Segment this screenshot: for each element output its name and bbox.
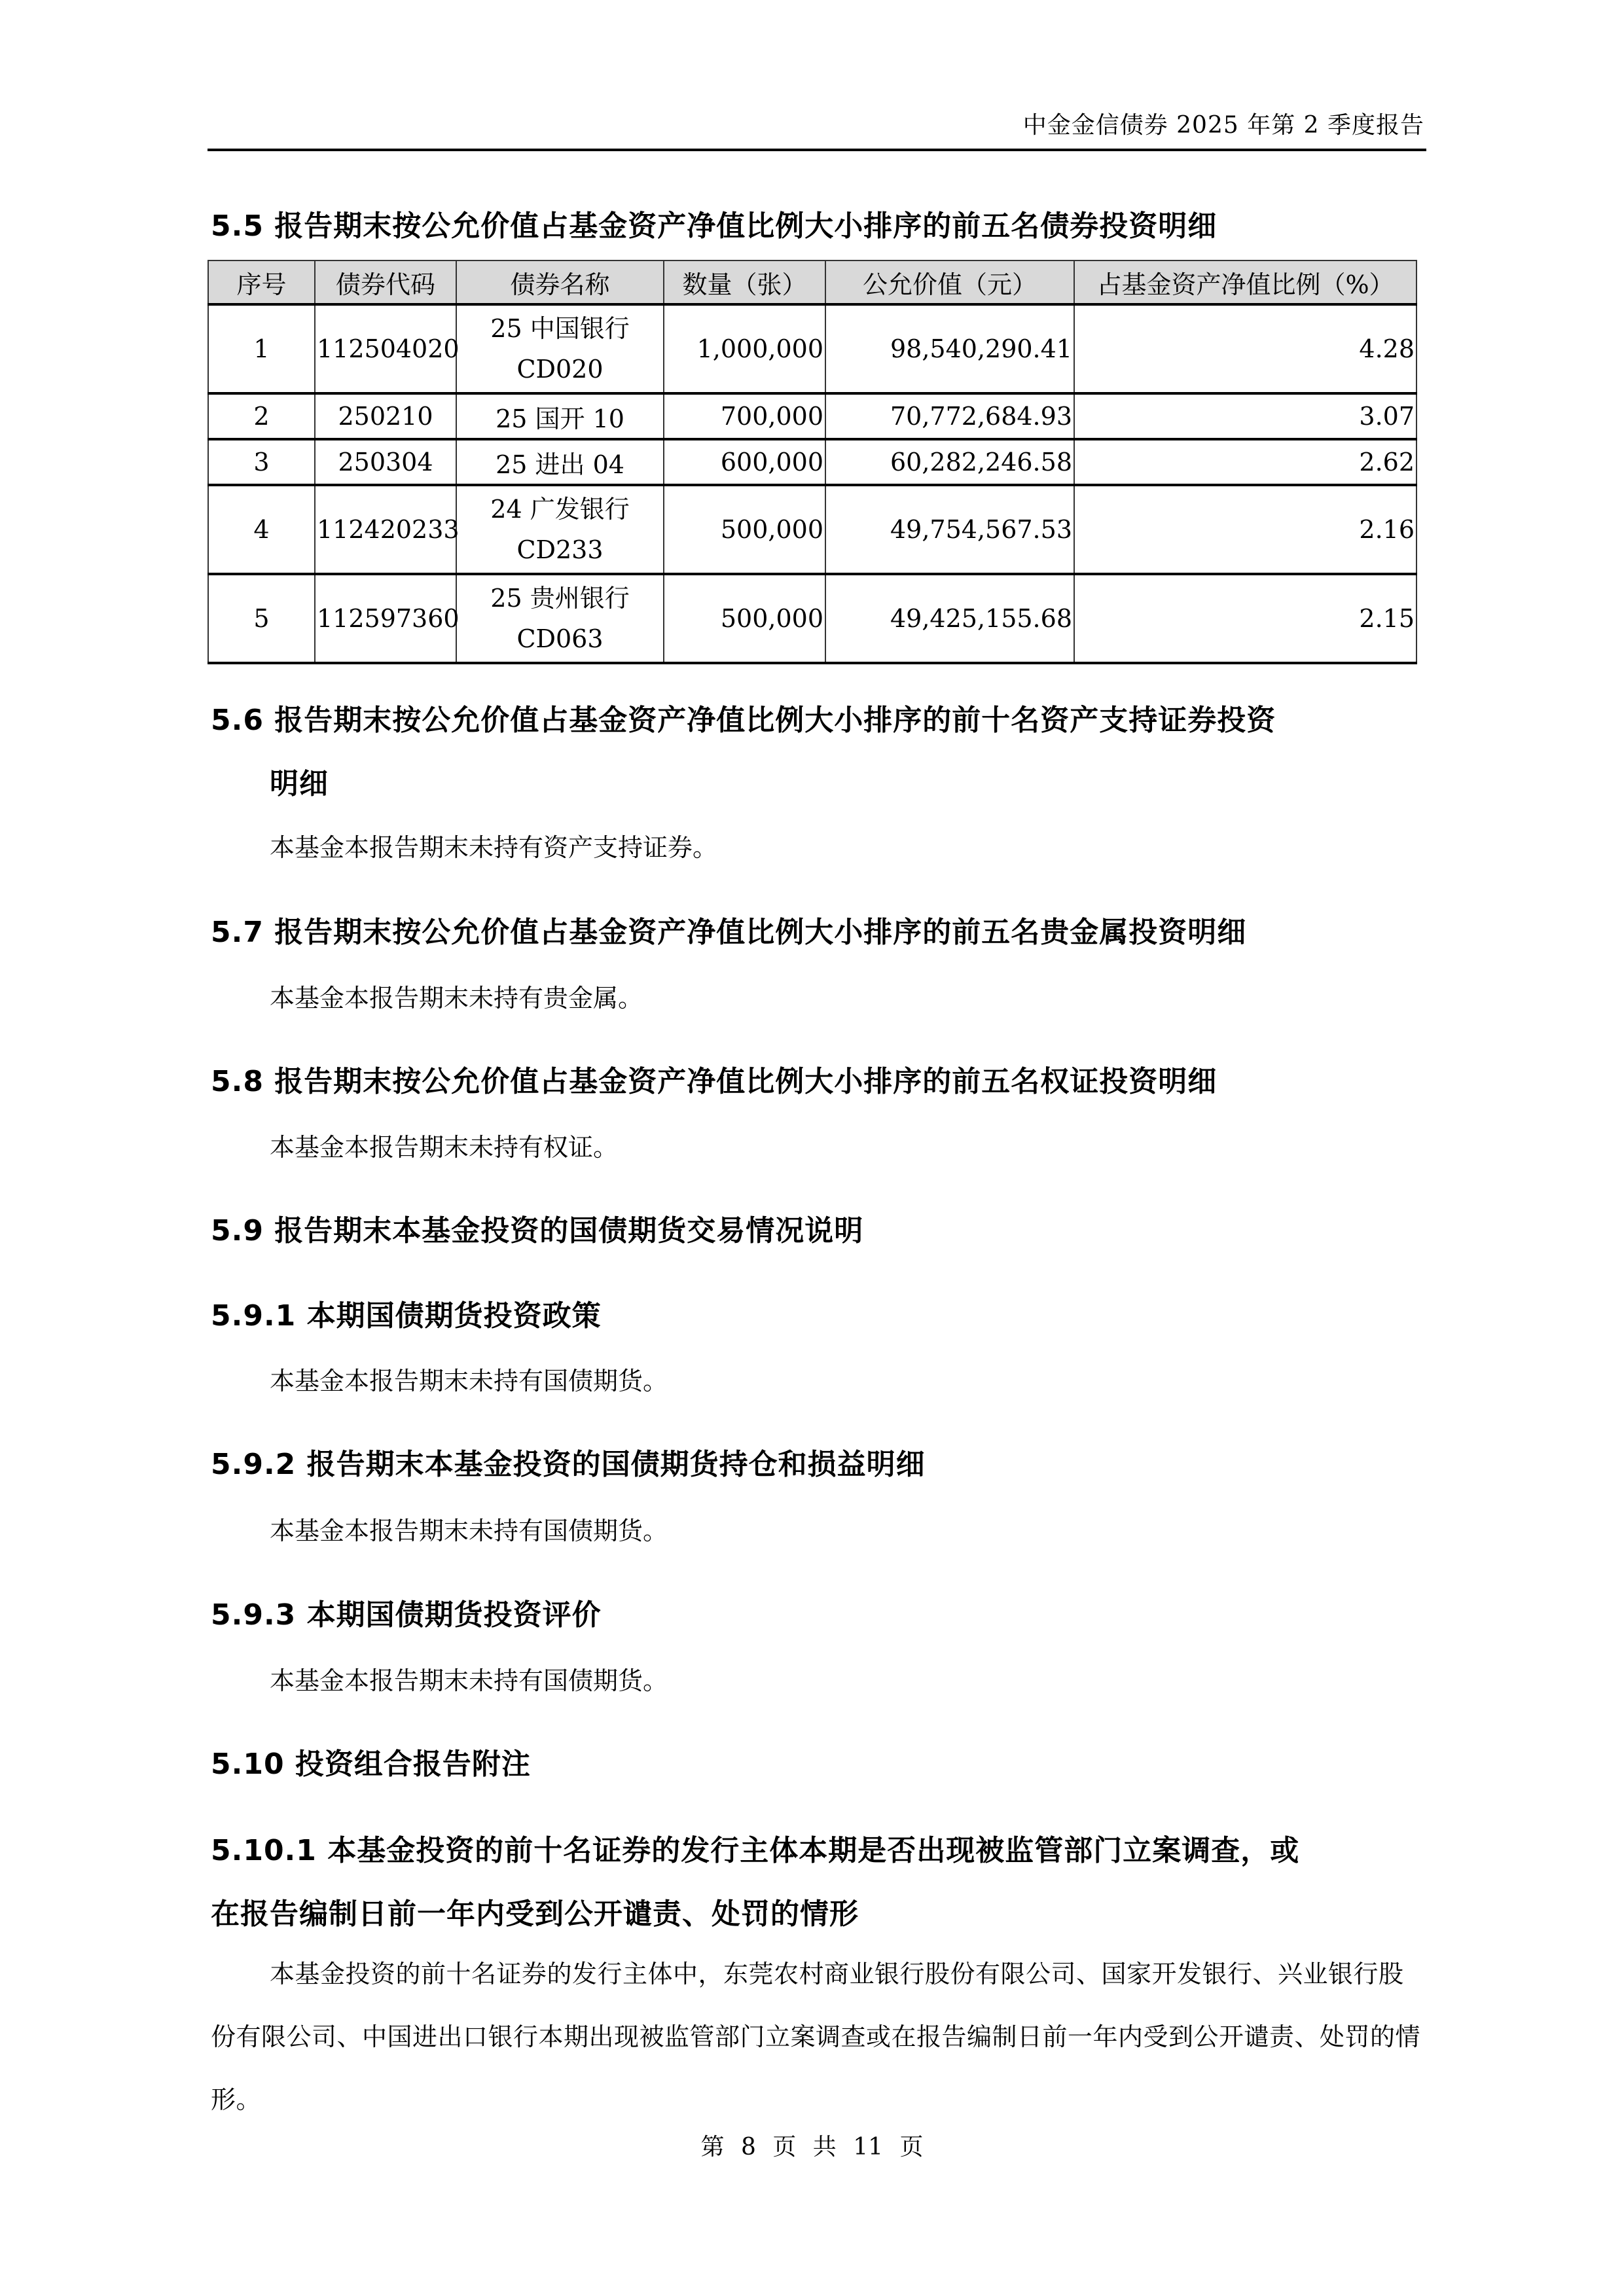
cell-no: 5 (208, 574, 315, 663)
cell-nav-ratio: 2.62 (1074, 439, 1416, 485)
cell-fair-value: 49,425,155.68 (825, 574, 1074, 663)
cell-code: 250304 (315, 439, 456, 485)
cell-quantity: 600,000 (664, 439, 825, 485)
section-5-9-title: 5.9 报告期末本基金投资的国债期货交易情况说明 (211, 1214, 864, 1247)
bond-name-line1: 25 贵州银行 (490, 584, 630, 613)
bond-name-line1: 25 中国银行 (490, 314, 630, 343)
cell-no: 1 (208, 304, 315, 393)
cell-code: 112420233 (315, 485, 456, 574)
section-5-5-title: 5.5 报告期末按公允价值占基金资产净值比例大小排序的前五名债券投资明细 (211, 209, 1218, 243)
cell-code: 112504020 (315, 304, 456, 393)
cell-name (456, 485, 664, 574)
table-row (208, 304, 1416, 393)
section-5-9-3-body: 本基金本报告期末未持有国债期货。 (270, 1666, 668, 1695)
cell-nav-ratio: 2.15 (1074, 574, 1416, 663)
cell-nav-ratio: 2.16 (1074, 485, 1416, 574)
col-header-nav-ratio: 占基金资产净值比例（%） (1074, 260, 1416, 304)
cell-name (456, 574, 664, 663)
section-5-8-title: 5.8 报告期末按公允价值占基金资产净值比例大小排序的前五名权证投资明细 (211, 1065, 1218, 1098)
table-row (208, 393, 1416, 439)
section-5-10-title: 5.10 投资组合报告附注 (211, 1748, 531, 1781)
section-5-10-1-body: 本基金投资的前十名证券的发行主体中，东莞农村商业银行股份有限公司、国家开发银行、兴业银行股份有限公司、中国进出口银行本期出现被监管部门立案调查或在报告编制日前一年内受到公开谴责、处罚的情形。 (211, 1960, 1421, 2114)
col-header-fair-value: 公允价值（元） (825, 260, 1074, 304)
col-header-quantity: 数量（张） (664, 260, 825, 304)
cell-nav-ratio: 3.07 (1074, 393, 1416, 439)
cell-fair-value: 49,754,567.53 (825, 485, 1074, 574)
report-header-title: 中金金信债券 2025 年第 2 季度报告 (1022, 112, 1424, 139)
table-row (208, 485, 1416, 574)
cell-no: 3 (208, 439, 315, 485)
cell-quantity: 500,000 (664, 574, 825, 663)
section-5-10-1-title-line1: 5.10.1 本基金投资的前十名证券的发行主体本期是否出现被监管部门立案调查，或 (211, 1834, 1300, 1867)
cell-quantity: 1,000,000 (664, 304, 825, 393)
page-number: 第 8 页 共 11 页 (700, 2134, 924, 2161)
header-divider (208, 149, 1426, 151)
section-5-9-2-title: 5.9.2 报告期末本基金投资的国债期货持仓和损益明细 (211, 1448, 926, 1481)
cell-fair-value: 60,282,246.58 (825, 439, 1074, 485)
cell-quantity: 700,000 (664, 393, 825, 439)
bond-name-line2: CD063 (516, 624, 604, 653)
table-row (208, 574, 1416, 663)
cell-name (456, 304, 664, 393)
bond-name-line1: 24 广发银行 (490, 495, 630, 524)
section-5-6-body: 本基金本报告期末未持有资产支持证券。 (270, 833, 718, 862)
cell-no: 2 (208, 393, 315, 439)
cell-name: 25 进出 04 (456, 439, 664, 485)
col-header-no: 序号 (208, 260, 315, 304)
section-5-6-title-line1: 5.6 报告期末按公允价值占基金资产净值比例大小排序的前十名资产支持证券投资 (211, 704, 1276, 737)
top5-bond-table (208, 260, 1417, 664)
section-5-7-body: 本基金本报告期末未持有贵金属。 (270, 984, 643, 1013)
section-5-7-title: 5.7 报告期末按公允价值占基金资产净值比例大小排序的前五名贵金属投资明细 (211, 916, 1247, 949)
cell-name: 25 国开 10 (456, 393, 664, 439)
cell-quantity: 500,000 (664, 485, 825, 574)
section-5-9-1-body: 本基金本报告期末未持有国债期货。 (270, 1367, 668, 1395)
section-5-9-2-body: 本基金本报告期末未持有国债期货。 (270, 1516, 668, 1545)
section-5-6-title-line2: 明细 (270, 767, 329, 800)
cell-fair-value: 70,772,684.93 (825, 393, 1074, 439)
cell-fair-value: 98,540,290.41 (825, 304, 1074, 393)
col-header-name: 债券名称 (456, 260, 664, 304)
col-header-code: 债券代码 (315, 260, 456, 304)
cell-code: 112597360 (315, 574, 456, 663)
section-5-10-1-title-line2: 在报告编制日前一年内受到公开谴责、处罚的情形 (211, 1897, 859, 1931)
section-5-8-body: 本基金本报告期末未持有权证。 (270, 1133, 619, 1162)
table-row (208, 439, 1416, 485)
cell-code: 250210 (315, 393, 456, 439)
bond-name-line2: CD020 (516, 355, 604, 384)
section-5-9-3-title: 5.9.3 本期国债期货投资评价 (211, 1598, 602, 1632)
table-header-row (208, 260, 1416, 304)
cell-no: 4 (208, 485, 315, 574)
section-5-9-1-title: 5.9.1 本期国债期货投资政策 (211, 1299, 602, 1333)
cell-nav-ratio: 4.28 (1074, 304, 1416, 393)
bond-name-line2: CD233 (516, 535, 604, 564)
